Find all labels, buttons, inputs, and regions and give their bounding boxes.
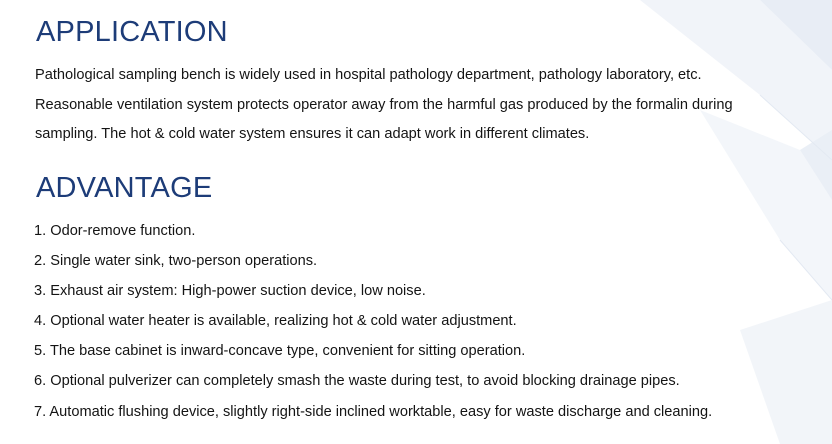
advantage-list-item: 1. Odor-remove function.	[34, 223, 196, 239]
advantage-heading: ADVANTAGE	[36, 172, 213, 204]
advantage-list-item: 4. Optional water heater is available, realizing hot & cold water adjustment.	[34, 313, 517, 330]
application-line: Reasonable ventilation system protects operator away from the harmful gas produced by the formalin during	[35, 96, 733, 113]
advantage-list-item: 7. Automatic flushing device, slightly right-side inclined worktable, easy for waste discharge and cleaning.	[34, 403, 713, 420]
advantage-list-item: 2. Single water sink, two-person operations.	[34, 253, 318, 270]
application-heading: APPLICATION	[36, 16, 228, 48]
advantage-list-item: 3. Exhaust air system: High-power suction device, low noise.	[34, 283, 426, 300]
advantage-list-item: 5. The base cabinet is inward-concave type, convenient for sitting operation.	[34, 343, 526, 360]
application-line: sampling. The hot & cold water system ensures it can adapt work in different climates.	[35, 126, 590, 142]
advantage-list-item: 6. Optional pulverizer can completely smash the waste during test, to avoid blocking drainage pipes.	[34, 373, 680, 390]
advantage-list	[34, 216, 712, 427]
application-line: Pathological sampling bench is widely used in hospital pathology department, pathology laboratory, etc.	[35, 67, 702, 83]
application-paragraph	[35, 61, 815, 150]
